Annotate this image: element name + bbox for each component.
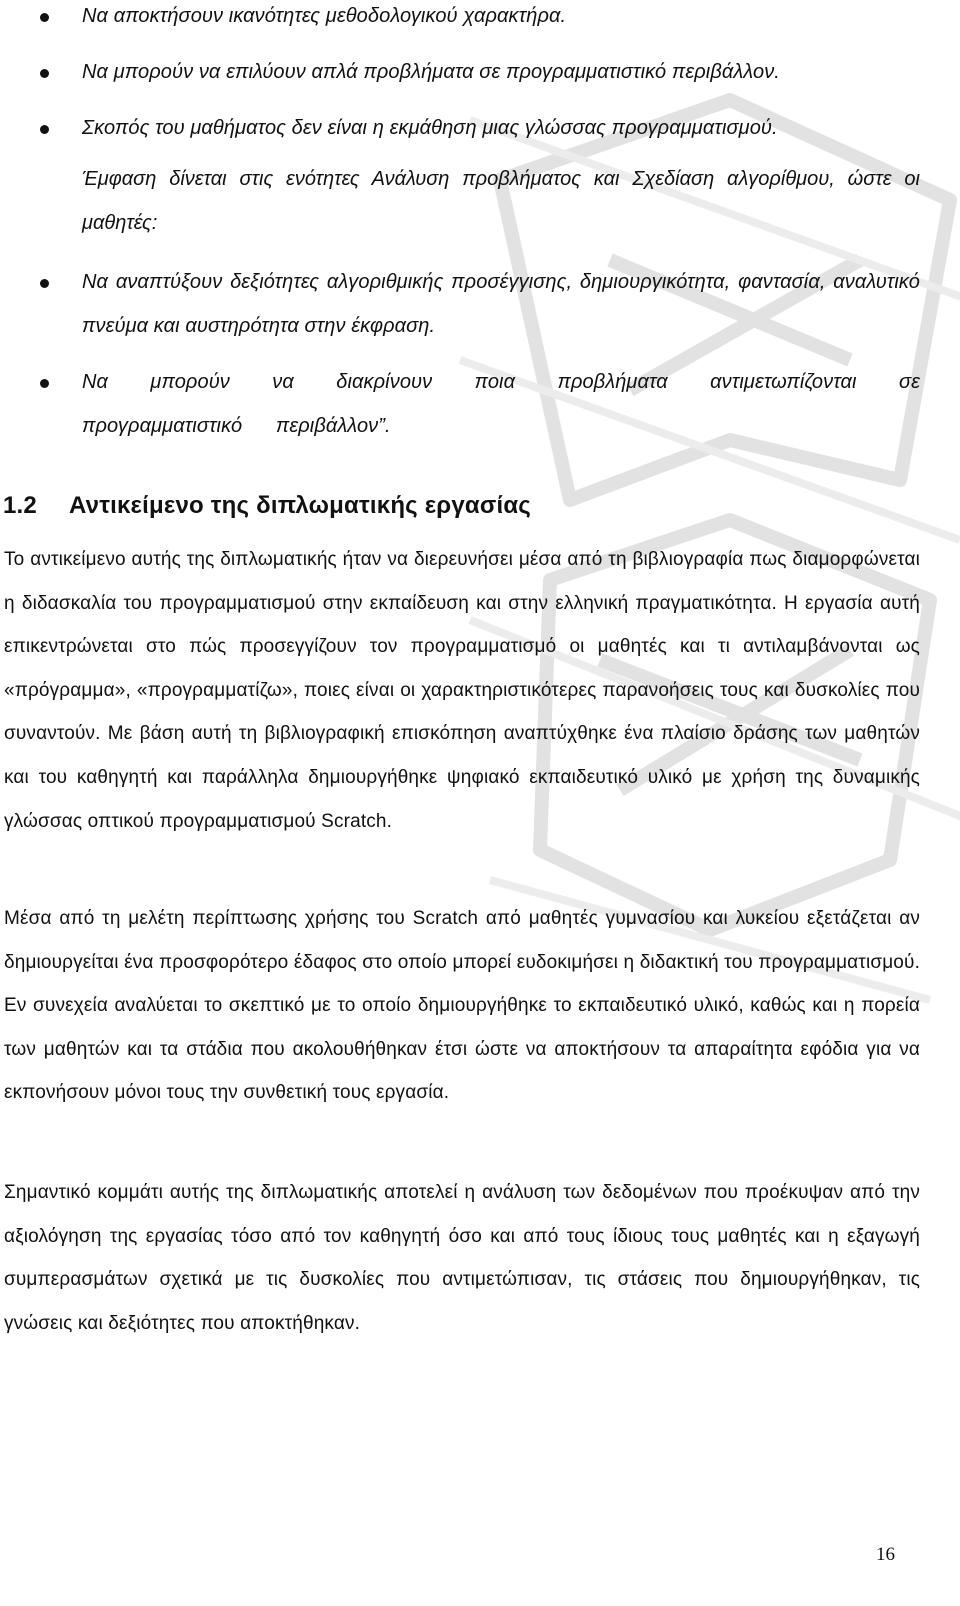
bullet-icon bbox=[40, 69, 49, 78]
body-paragraph: Μέσα από τη μελέτη περίπτωσης χρήσης του Scratch από μαθητές γυμνασίου και λυκείου εξετάζεται αν δημιουργείται ένα προσφορότερο έδαφος στο οποίο μπορεί ευδοκιμήσει η διδακτική του προγραμματισμού. Εν συνεχεία αναλύεται το σκεπτικό με το οποίο δημιουργήθηκε το εκπαιδευτικό υλικό, καθώς και η πορεία των μαθητών και τα στάδια που ακολουθήθηκαν έτσι ώστε να αποκτήσουν τα απαραίτητα εφόδια για να εκπονήσουν μόνοι τους την συνθετική τους εργασία. bbox=[4, 908, 920, 1104]
bullet-icon bbox=[40, 125, 49, 134]
bullet-icon bbox=[40, 13, 49, 22]
emphasis-paragraph: Έμφαση δίνεται στις ενότητες Ανάλυση προβλήματος και Σχεδίαση αλγορίθμου, ώστε οι μαθητές: bbox=[82, 168, 920, 234]
body-paragraph: Σημαντικό κομμάτι αυτής της διπλωματικής αποτελεί η ανάλυση των δεδομένων που προέκυψαν από την αξιολόγηση της εργασίας τόσο από τον καθηγητή όσο και από τους ίδιους τους μαθητές και η εξαγωγή συμπερασμάτων σχετικά με τις δυσκολίες που αντιμετώπισαν, τις στάσεις που δημιουργήθηκαν, τις γνώσεις και δεξιότητες που αποκτήθηκαν. bbox=[4, 1182, 920, 1334]
bullet-icon bbox=[40, 379, 49, 388]
bullet-text: Σκοπός του μαθήματος δεν είναι η εκμάθηση μιας γλώσσας προγραμματισμού. bbox=[82, 117, 778, 139]
bullet-text: Να μπορούν να διακρίνουν ποια προβλήματα αντιμετωπίζονται σε προγραμματιστικό περιβάλλον”. bbox=[82, 371, 920, 437]
bullet-text: Να αναπτύξουν δεξιότητες αλγοριθμικής προσέγγισης, δημιουργικότητα, φαντασία, αναλυτικό πνεύμα και αυστηρότητα στην έκφραση. bbox=[82, 271, 920, 337]
bullet-text: Να αποκτήσουν ικανότητες μεθοδολογικού χαρακτήρα. bbox=[82, 5, 567, 27]
body-paragraph: Το αντικείμενο αυτής της διπλωματικής ήταν να διερευνήσει μέσα από τη βιβλιογραφία πως διαμορφώνεται η διδασκαλία του προγραμματισμού στην εκπαίδευση και στην ελληνική πραγματικότητα. Η εργασία αυτή επικεντρώνεται στο πώς προσεγγίζουν τον προγραμματισμό οι μαθητές και τι αντιλαμβάνονται ως «πρόγραμμα», «προγραμματίζω», ποιες είναι οι χαρακτηριστικότερες παρανοήσεις τους και δυσκολίες που συναντούν. Με βάση αυτή τη βιβλιογραφική επισκόπηση αναπτύχθηκε ένα πλαίσιο δράσης των μαθητών και του καθηγητή και παράλληλα δημιουργήθηκε ψηφιακό εκπαιδευτικό υλικό με χρήση της δυναμικής γλώσσας οπτικού προγραμματισμού Scratch. bbox=[4, 549, 920, 832]
section-title: Αντικείμενο της διπλωματικής εργασίας bbox=[69, 492, 531, 519]
bullet-icon bbox=[40, 279, 49, 288]
bullet-text: Να μπορούν να επιλύουν απλά προβλήματα σε προγραμματιστικό περιβάλλον. bbox=[82, 61, 780, 83]
page-number: 16 bbox=[876, 1544, 895, 1565]
section-number: 1.2 bbox=[3, 492, 37, 519]
section-heading bbox=[3, 490, 531, 522]
